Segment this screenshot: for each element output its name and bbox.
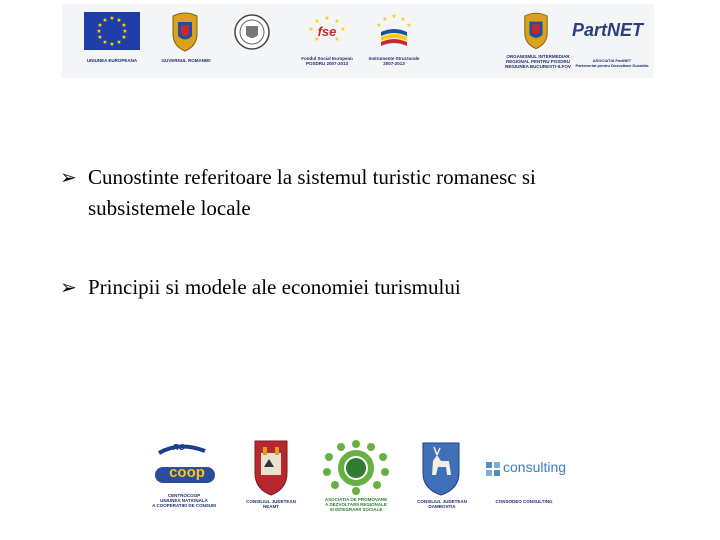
svg-text:★: ★	[382, 16, 388, 23]
centrocoop-caption: CENTROCOOP UNIUNEA NATIONALA A COOPERATIEI DE CONSUM	[152, 493, 216, 508]
consulting-caption: CONSODEO CONSULTING	[495, 499, 553, 504]
centrocoop-ro: RO	[173, 443, 185, 452]
neamt-caption: CONSILIUL JUDETEAN NEAMT	[246, 499, 296, 509]
svg-text:★: ★	[116, 17, 122, 24]
oi-caption: ORGANISMUL INTERMEDIAR REGIONAL PENTRU POSDRU REGIUNEA BUCURESTI-ILFOV	[505, 54, 571, 69]
svg-text:★: ★	[400, 16, 406, 23]
dambovita-coat-of-arms-icon	[419, 441, 463, 502]
svg-text:★: ★	[102, 17, 108, 24]
partnet-brand: PartNET	[572, 20, 644, 40]
association-caption: ASOCIATIA DE PROMOVARE A DEZVOLTARII REGIONALE SI INTEGRARII SOCIALE	[324, 497, 388, 512]
partnet-caption: ASOCIATIA PartNET Parteneriat pentru Dezvoltare Durabila	[575, 58, 649, 68]
romania-coat-of-arms-icon-2	[522, 10, 550, 55]
arrow-bullet-icon: ➢	[60, 165, 77, 189]
bullet-item-2	[60, 272, 648, 303]
bullet-text-1: Cunostinte referitoare la sistemul turistic romanesc si subsistemele locale	[88, 165, 536, 220]
svg-text:★: ★	[97, 22, 103, 29]
bullet-text-2: Principii si modele ale economiei turismului	[88, 275, 461, 299]
svg-text:★: ★	[109, 15, 115, 22]
bullet-item-1	[60, 162, 648, 224]
svg-text:★: ★	[308, 26, 314, 33]
svg-text:★: ★	[406, 22, 412, 29]
svg-text:★: ★	[340, 26, 346, 33]
gov-caption: GUVERNUL ROMANIEI	[161, 58, 211, 63]
svg-text:★: ★	[96, 28, 102, 35]
bottom-logo-banner	[145, 437, 575, 517]
svg-text:★: ★	[376, 22, 382, 29]
centrocoop-brand: coop	[169, 464, 205, 481]
neamt-coat-of-arms-icon	[249, 439, 293, 502]
structural-instruments-caption: Instrumente Structurale 2007-2013	[368, 56, 420, 66]
top-logo-banner	[62, 4, 654, 78]
consulting-grid-icon	[485, 461, 501, 482]
svg-text:★: ★	[334, 18, 340, 25]
romania-coat-of-arms-icon	[170, 10, 200, 57]
svg-text:★: ★	[97, 34, 103, 41]
svg-text:★: ★	[102, 39, 108, 46]
svg-text:★: ★	[324, 15, 330, 22]
association-people-ring-icon	[319, 439, 393, 500]
svg-text:★: ★	[122, 28, 128, 35]
svg-text:fse: fse	[317, 24, 337, 39]
fse-caption: Fondul Social European POSDRU 2007-2013	[301, 56, 353, 66]
svg-text:★: ★	[314, 36, 320, 43]
ministry-seal-icon	[234, 14, 270, 55]
bullet-list	[60, 162, 648, 303]
consulting-brand: consulting	[503, 459, 567, 475]
svg-text:★: ★	[109, 41, 115, 48]
dambovita-caption: CONSILIUL JUDETEAN DAMBOVITA	[417, 499, 467, 509]
svg-text:★: ★	[314, 18, 320, 25]
structural-instruments-logo	[373, 12, 415, 57]
svg-text:★: ★	[121, 22, 127, 29]
svg-text:★: ★	[334, 36, 340, 43]
arrow-bullet-icon: ➢	[60, 275, 77, 299]
eu-flag-logo	[84, 12, 140, 55]
eu-caption: UNIUNEA EUROPEANA	[86, 58, 138, 63]
fse-logo	[307, 14, 347, 53]
svg-text:★: ★	[116, 39, 122, 46]
svg-text:★: ★	[121, 34, 127, 41]
svg-text:★: ★	[391, 13, 397, 20]
